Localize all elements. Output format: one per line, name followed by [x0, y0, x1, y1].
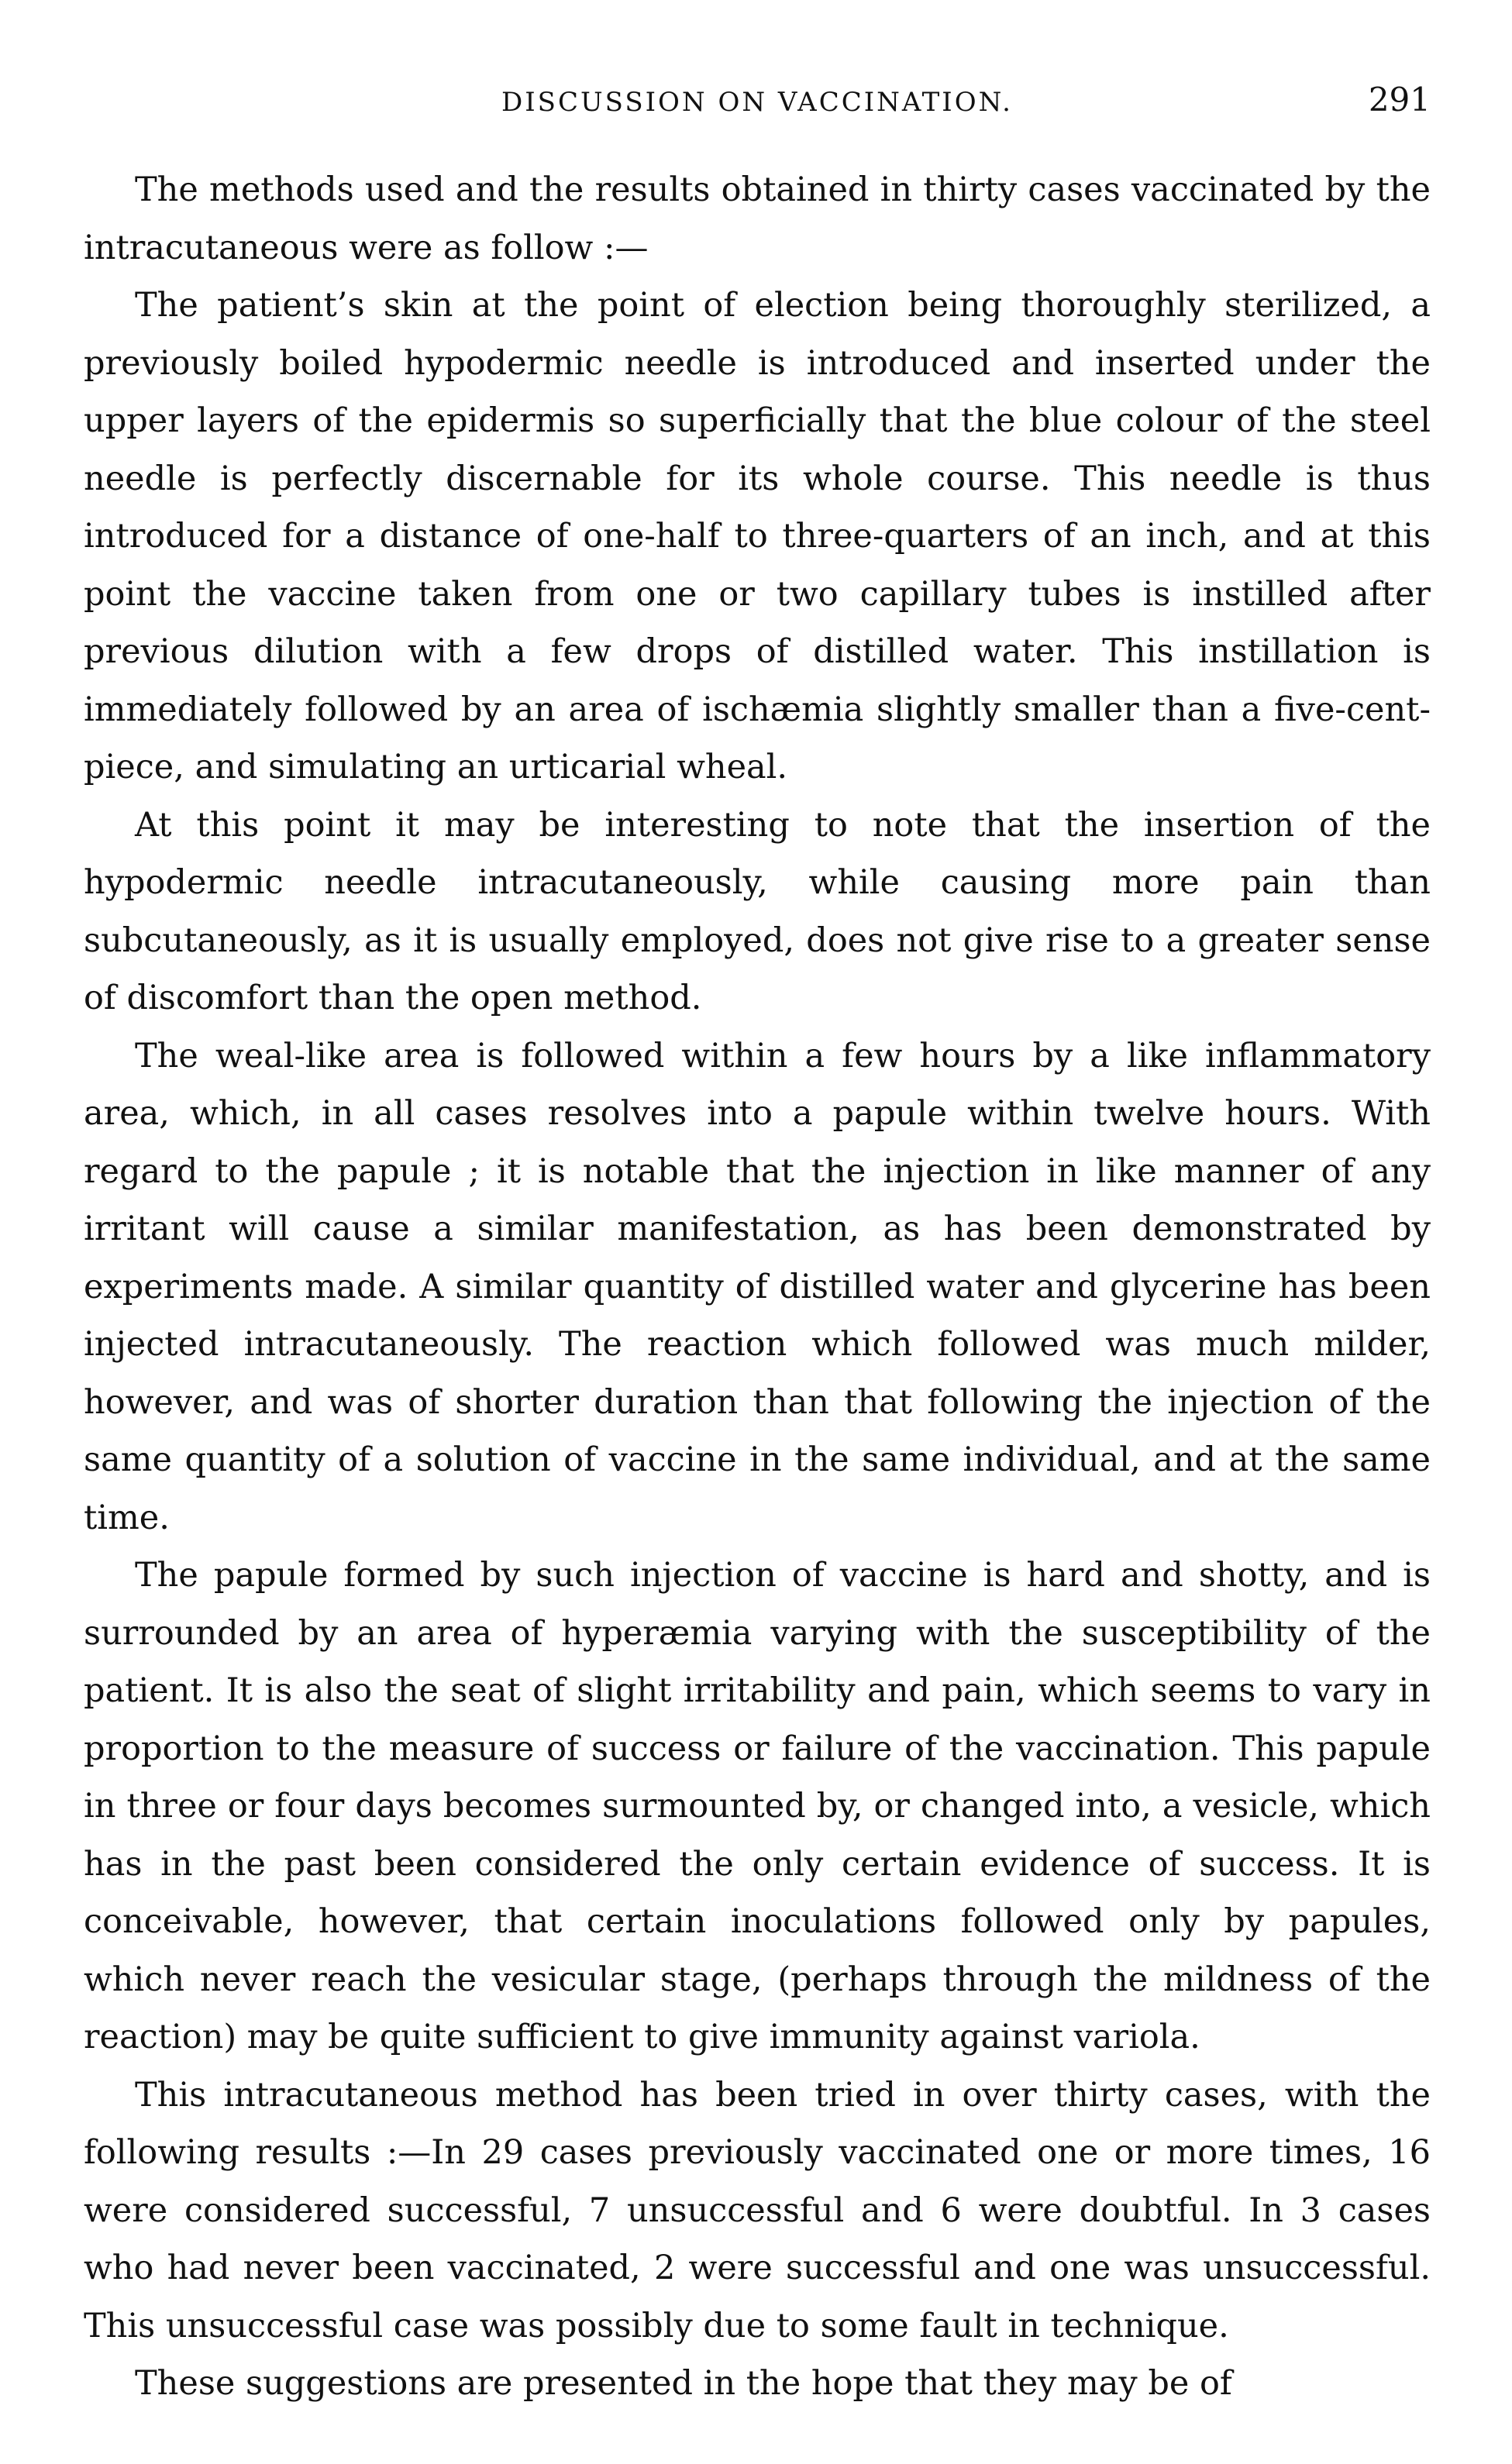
body-text	[84, 161, 1431, 2413]
paragraph-procedure: The patient’s skin at the point of election being thoroughly sterilized, a previously boiled hypodermic needle is introduced and inserted under the upper layers of the epidermis so superficially that the blue colour of the steel needle is perfectly discernable for its whole course. This needle is thus introduced for a distance of one-half to three-quarters of an inch, and at this point the vaccine taken from one or two capillary tubes is instilled after previous dilution with a few drops of distilled water. This instillation is immediately followed by an area of ischæmia slightly smaller than a five-cent-piece, and simulating an urticarial wheal.	[84, 286, 1431, 786]
book-page	[84, 76, 1431, 2413]
page-number: 291	[1368, 81, 1431, 119]
running-header	[84, 76, 1431, 138]
paragraph-suggestions: These suggestions are presented in the hope that they may be of	[135, 2364, 1232, 2403]
paragraph-weal-and-papule: The weal-like area is followed within a few hours by a like inflammatory area, which, in all cases resolves into a papule within twelve hours. With regard to the papule ; it is notable that the injection in like manner of any irritant will cause a similar manifestation, as has been demonstrated by experiments made. A similar quantity of distilled water and glycerine has been injected intracutaneously. The reaction which followed was much milder, however, and was of shorter duration than that following the injection of the same quantity of a solution of vaccine in the same individual, and at the same time.	[84, 1036, 1431, 1537]
paragraph-results: This intracutaneous method has been tried in over thirty cases, with the following results :—In 29 cases previously vaccinated one or more times, 16 were considered successful, 7 unsuccessful and 6 were doubtful. In 3 cases who had never been vaccinated, 2 were successful and one was unsuccessful. This unsuccessful case was possibly due to some fault in technique.	[84, 2075, 1431, 2345]
paragraph-papule-vesicle: The papule formed by such injection of vaccine is hard and shotty, and is surrounded by an area of hyperæmia varying with the susceptibility of the patient. It is also the seat of slight irritability and pain, which seems to vary in proportion to the measure of success or failure of the vaccination. This papule in three or four days becomes surmounted by, or changed into, a vesicle, which has in the past been considered the only certain evidence of success. It is conceivable, however, that certain inoculations followed only by papules, which never reach the vesicular stage, (perhaps through the mildness of the reaction) may be quite sufficient to give immunity against variola.	[84, 1556, 1431, 2056]
paragraph-discomfort-note: At this point it may be interesting to note that the insertion of the hypodermic needle intracutaneously, while causing more pain than subcutaneously, as it is usually employed, does not give rise to a greater sense of discomfort than the open method.	[84, 805, 1431, 1017]
paragraph-methods-intro: The methods used and the results obtained in thirty cases vaccinated by the intracutaneous were as follow :—	[84, 170, 1431, 267]
running-title: DISCUSSION ON VACCINATION.	[501, 87, 1013, 118]
